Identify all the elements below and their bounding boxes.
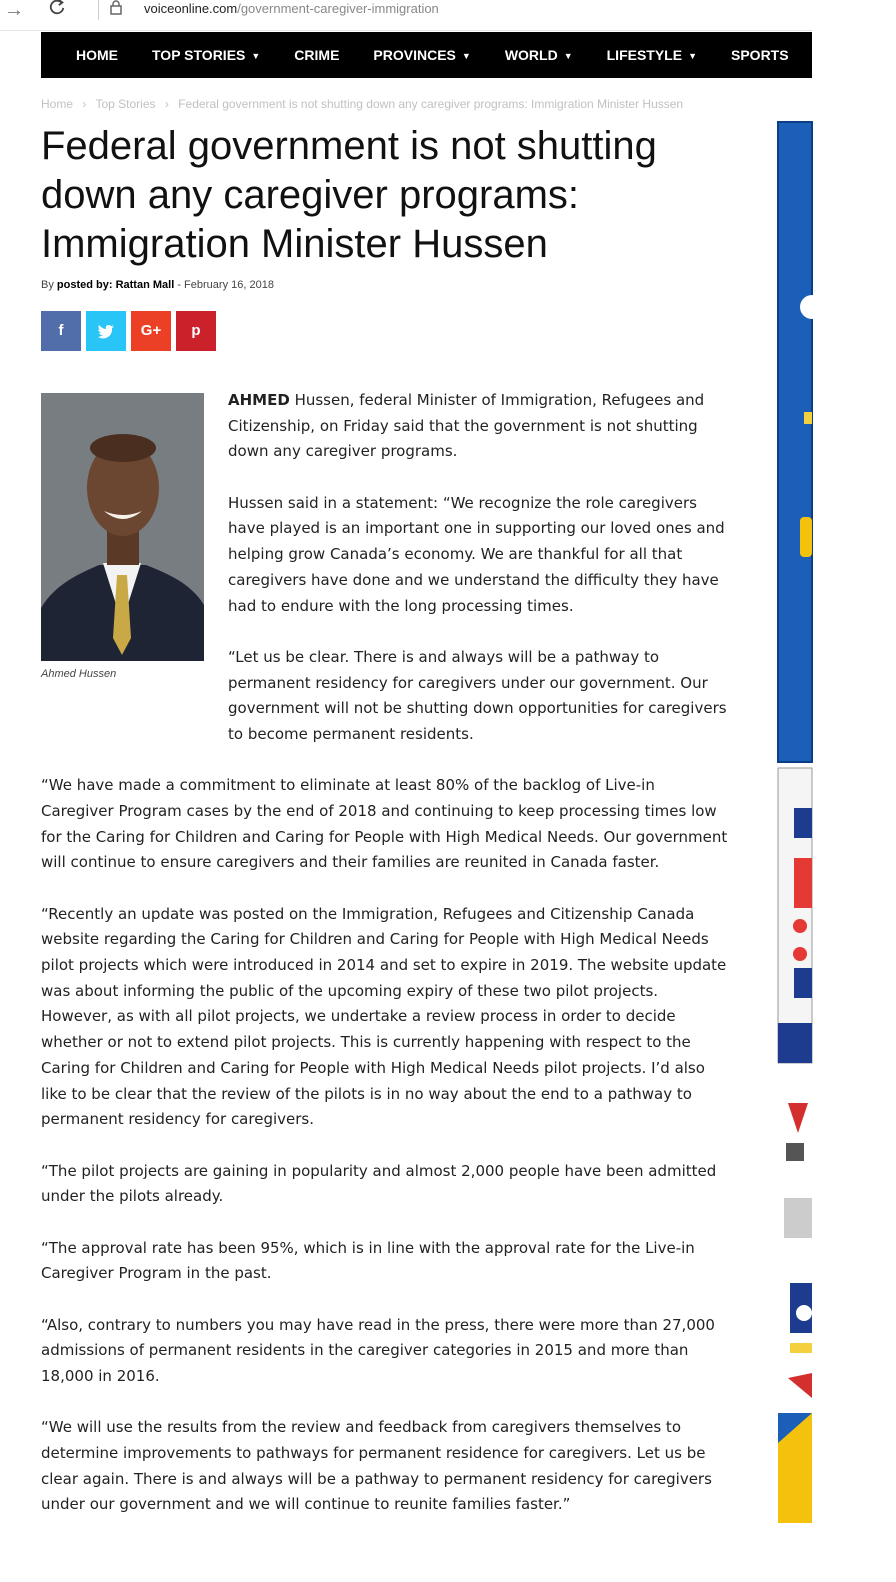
byline-dash: - bbox=[177, 279, 181, 291]
breadcrumb bbox=[41, 97, 689, 111]
nav-item-label: WORLD bbox=[504, 47, 558, 63]
share-buttons bbox=[41, 311, 221, 351]
nav-item-label: AUTO bbox=[822, 47, 862, 63]
nav-item-crime[interactable] bbox=[294, 32, 339, 78]
article-paragraph: “We have made a commitment to eliminate at least 80% of the backlog of Live-in Caregiver Program cases by the end of 2018 and continuing to keep processing times low for the Caring for Children and Caring for People with High Medical Needs. Our government will continue to ensure caregivers and their families are reunited in Canada faster. bbox=[41, 776, 728, 872]
breadcrumb-separator-icon: › bbox=[164, 97, 169, 111]
nav-item-label: LIFESTYLE bbox=[606, 47, 683, 63]
pinterest-icon: p bbox=[191, 322, 201, 339]
nav-item-label: SPORTS bbox=[731, 47, 789, 63]
twitter-share-button[interactable] bbox=[86, 311, 126, 351]
article-paragraph: Hussen said in a statement: “We recognize the role caregivers have played is an important one in supporting our loved ones and helping grow Canada’s economy. We are thankful for all that caregivers have done and we understand the difficulty they have had to endure with the long processing times. bbox=[228, 493, 725, 615]
chevron-down-icon: ▼ bbox=[461, 51, 471, 61]
article-byline bbox=[41, 279, 274, 291]
breadcrumb-top-stories[interactable]: Top Stories bbox=[95, 97, 156, 111]
article-title: Federal government is not shutting down any caregiver programs: Immigration Minister Hussen bbox=[41, 124, 657, 266]
nav-item-lifestyle[interactable] bbox=[607, 32, 697, 78]
sidebar-ad-1[interactable] bbox=[778, 122, 812, 762]
google-plus-icon: G+ bbox=[140, 322, 162, 339]
chevron-down-icon: ▼ bbox=[563, 51, 573, 61]
nav-item-label: PROVINCES bbox=[373, 47, 456, 63]
facebook-icon: f bbox=[58, 322, 64, 339]
lead-bold: AHMED bbox=[228, 391, 290, 409]
author-link[interactable]: posted by: Rattan Mall bbox=[56, 279, 175, 291]
article-paragraph: “We will use the results from the review and feedback from caregivers themselves to determine improvements to pathways for permanent residence for caregivers. Let us be clear again. There is and always will be a pathway to permanent residency for caregivers under our government and we will continue to reunite families faster.” bbox=[41, 1418, 712, 1514]
sidebar-ads bbox=[778, 122, 812, 1523]
nav-item-home[interactable] bbox=[76, 32, 118, 78]
sidebar-ad-2[interactable] bbox=[778, 768, 812, 1063]
url-path: /government-caregiver-immigration bbox=[237, 1, 439, 16]
breadcrumb-home[interactable]: Home bbox=[41, 97, 74, 111]
article-date: February 16, 2018 bbox=[184, 279, 274, 291]
sidebar-ad-3[interactable] bbox=[778, 1083, 812, 1243]
sidebar-ad-4[interactable] bbox=[778, 1273, 812, 1403]
nav-item-provinces[interactable] bbox=[373, 32, 470, 78]
nav-item-top-stories[interactable] bbox=[152, 32, 260, 78]
pinterest-share-button[interactable] bbox=[176, 311, 216, 351]
nav-item-auto[interactable] bbox=[823, 32, 862, 78]
lock-icon bbox=[110, 0, 122, 14]
nav-item-label: HOME bbox=[76, 47, 118, 63]
chevron-down-icon: ▼ bbox=[688, 51, 697, 61]
breadcrumb-current: Federal government is not shutting down any caregiver programs: Immigration Minister Hussen bbox=[178, 97, 684, 111]
nav-item-label: TOP STORIES bbox=[152, 47, 246, 63]
facebook-share-button[interactable] bbox=[41, 311, 81, 351]
main-navigation bbox=[41, 32, 862, 78]
article-paragraph: “Recently an update was posted on the Immigration, Refugees and Citizenship Canada website regarding the Caring for Children and Caring for People with High Medical Needs pilot projects which were introduced in 2014 and set to expire in 2019. The website update was about informing the public of the upcoming expiry of these two pilot projects. However, as with all pilot projects, we undertake a review process in order to decide whether or not to extend pilot projects. This is currently happening with respect to the Caring for Children and Caring for People with High Medical Needs pilot projects. I’d also like to be clear that the review of the pilots is in no way about the end to a pathway to permanent residency for caregivers. bbox=[41, 904, 727, 1129]
byline-by: By bbox=[41, 279, 54, 291]
article-paragraph: “Also, contrary to numbers you may have read in the press, there were more than 27,000 admissions of permanent residents in the caregiver categories in 2015 and more than 18,000 in 2016. bbox=[41, 1315, 715, 1385]
photo-float-spacer bbox=[41, 388, 228, 740]
chevron-down-icon: ▼ bbox=[251, 51, 261, 61]
sidebar-ad-5[interactable] bbox=[778, 1413, 812, 1523]
article-body bbox=[41, 388, 731, 1544]
url-field[interactable] bbox=[144, 1, 439, 17]
photo-caption: Ahmed Hussen bbox=[41, 668, 117, 680]
article-paragraph: “The approval rate has been 95%, which is in line with the approval rate for the Live-in Caregiver Program in the past. bbox=[41, 1238, 695, 1283]
article-paragraph: “The pilot projects are gaining in popularity and almost 2,000 people have been admitted under the pilots already. bbox=[41, 1161, 717, 1206]
reload-icon[interactable] bbox=[48, 0, 66, 16]
browser-address-bar bbox=[0, 0, 812, 31]
nav-item-label: CRIME bbox=[294, 47, 340, 63]
lead-text: Hussen, federal Minister of Immigration, Refugees and Citizenship, on Friday said that the government is not shutting down any caregiver programs. bbox=[228, 391, 705, 461]
back-arrow-icon[interactable]: → bbox=[4, 0, 24, 21]
breadcrumb-separator-icon: › bbox=[82, 97, 87, 111]
nav-item-world[interactable] bbox=[505, 32, 573, 78]
article-paragraph: “Let us be clear. There is and always will be a pathway to permanent residency for caregivers under our government. Our government will not be shutting down opportunities for caregivers to become permanent residents. bbox=[228, 647, 727, 743]
url-domain: voiceonline.com bbox=[144, 1, 238, 16]
google-plus-share-button[interactable] bbox=[131, 311, 171, 351]
nav-item-sports[interactable] bbox=[731, 32, 789, 78]
twitter-icon bbox=[98, 324, 114, 338]
address-separator bbox=[98, 0, 99, 20]
